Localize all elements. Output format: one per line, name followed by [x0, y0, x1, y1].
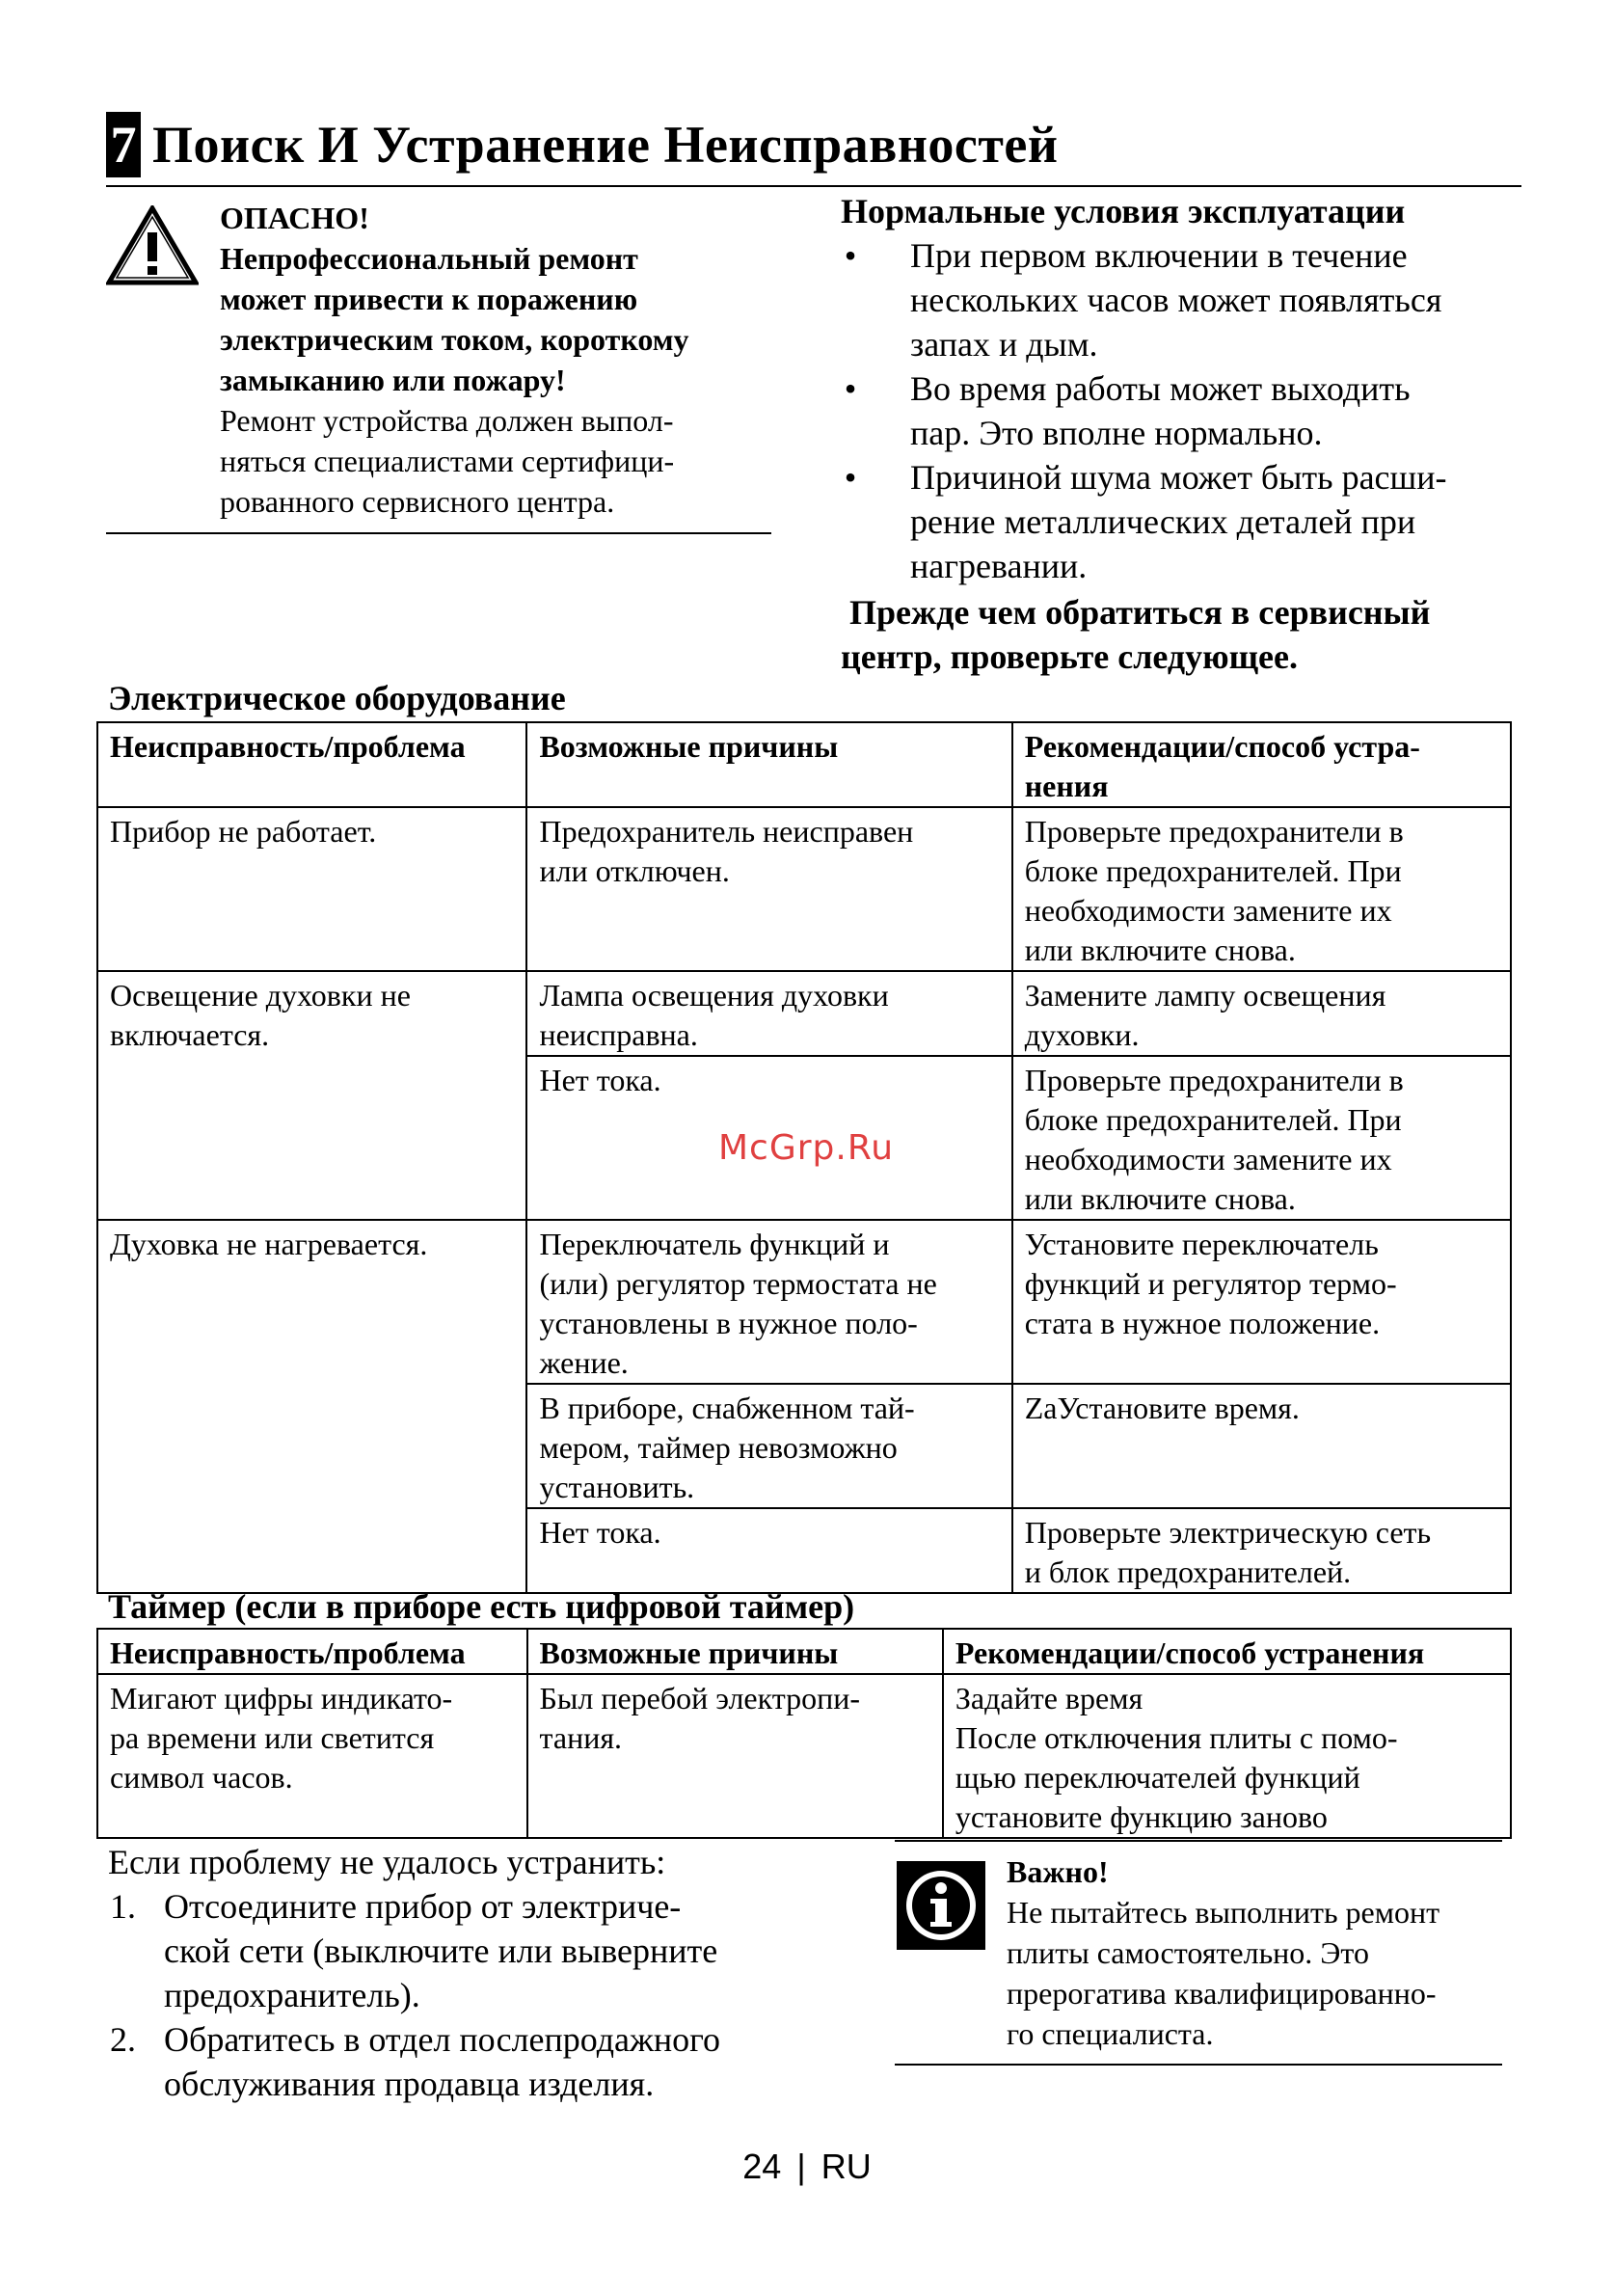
list-line: Обратитесь в отдел послепродажного	[164, 2020, 721, 2059]
danger-line: электрическим током, короткому	[220, 322, 689, 357]
cell-line: Замените лампу освещения	[1024, 978, 1386, 1013]
unresolved-steps	[108, 1884, 821, 2106]
cell-line: включается.	[110, 1017, 270, 1052]
problem-cell: Духовка не нагревается.	[97, 1220, 526, 1593]
bullet: •	[844, 236, 857, 275]
unresolved-intro: Если проблему не удалось устранить:	[108, 1843, 666, 1881]
normal-conditions	[841, 189, 1535, 679]
table-row	[97, 807, 1511, 971]
list-line: запах и дым.	[910, 325, 1098, 364]
column-header: Возможные причины	[526, 722, 1011, 807]
fix-cell	[943, 1674, 1511, 1838]
timer-table	[96, 1628, 1512, 1839]
danger-line: может привести к поражению	[220, 282, 638, 316]
fix-cell	[1012, 807, 1511, 971]
column-header: Рекомендации/способ устранения	[943, 1629, 1511, 1674]
cell-line: Проверьте предохранители в	[1024, 814, 1404, 849]
list-item	[108, 2017, 821, 2106]
language-code: RU	[820, 2147, 872, 2186]
watermark: McGrp.Ru	[718, 1128, 895, 1168]
cell-line: стата в нужное положение.	[1024, 1306, 1381, 1340]
important-line: плиты самостоятельно. Это	[1007, 1935, 1369, 1970]
cell-line: щью переключателей функций	[955, 1760, 1360, 1795]
cause-cell	[526, 1384, 1011, 1508]
cell-line: Проверьте электрическую сеть	[1024, 1515, 1432, 1550]
list-item	[841, 455, 1535, 588]
table-row	[97, 1674, 1511, 1838]
list-line: При первом включении в течение	[910, 236, 1408, 275]
fix-cell	[1012, 1508, 1511, 1593]
cell-line: Проверьте предохранители в	[1024, 1063, 1404, 1097]
cell-line: В приборе, снабженном тай-	[539, 1391, 915, 1425]
cell-line: или включите снова.	[1024, 1181, 1296, 1216]
bullet: •	[844, 369, 857, 408]
list-line: Отсоедините прибор от электриче-	[164, 1887, 682, 1926]
cell-line: ра времени или светится	[110, 1720, 435, 1755]
info-icon	[897, 1861, 985, 1950]
fix-cell	[1012, 971, 1511, 1056]
cell-line: или отключен.	[539, 853, 730, 888]
cell-line: Установите переключатель	[1024, 1227, 1379, 1261]
problem-cell	[97, 1674, 527, 1838]
cell-line: мером, таймер невозможно	[539, 1430, 898, 1465]
electrical-section-title: Электрическое оборудование	[108, 679, 566, 717]
title-divider	[106, 185, 1521, 187]
list-line: предохранитель).	[164, 1976, 420, 2014]
danger-text	[220, 198, 769, 522]
cell-line: блоке предохранителей. При	[1024, 853, 1402, 888]
cell-line: Был перебой электропи-	[539, 1681, 861, 1715]
column-header: Возможные причины	[527, 1629, 943, 1674]
cell-line: духовки.	[1024, 1017, 1140, 1052]
cell-line: необходимости замените их	[1024, 893, 1392, 928]
cell-line: Освещение духовки не	[110, 978, 411, 1013]
cause-cell: Нет тока.	[526, 1508, 1011, 1593]
list-line: Во время работы может выходить	[910, 369, 1411, 408]
important-notice	[1007, 1851, 1518, 2054]
cell-line: После отключения плиты с помо-	[955, 1720, 1398, 1755]
timer-section-title: Таймер (если в приборе есть цифровой таймер)	[108, 1587, 855, 1626]
list-line: обслуживания продавца изделия.	[164, 2065, 655, 2103]
list-line: рение металлических деталей при	[910, 502, 1416, 541]
list-line: нескольких часов может появляться	[910, 281, 1442, 319]
important-line: го специалиста.	[1007, 2016, 1214, 2051]
unresolved-instructions	[108, 1840, 821, 2106]
header-line: Рекомендации/способ устра-	[1024, 729, 1420, 764]
page-number: 24	[742, 2147, 782, 2186]
normal-list	[841, 233, 1535, 588]
note-line: Прежде чем обратиться в сервисный	[841, 593, 1431, 632]
cause-cell	[526, 807, 1011, 971]
list-line: ской сети (выключите или выверните	[164, 1931, 718, 1970]
cause-cell	[527, 1674, 943, 1838]
footer-separator: |	[796, 2147, 806, 2186]
page-footer	[0, 2147, 1614, 2187]
danger-heading: ОПАСНО!	[220, 201, 369, 235]
cell-line: Переключатель функций и	[539, 1227, 890, 1261]
cell-line: необходимости замените их	[1024, 1142, 1392, 1176]
step-number: 2.	[110, 2020, 136, 2059]
chapter-number: 7	[106, 112, 141, 177]
cell-line: Мигают цифры индикато-	[110, 1681, 453, 1715]
step-number: 1.	[110, 1887, 136, 1926]
cell-line: тания.	[539, 1720, 623, 1755]
cell-line: жение.	[539, 1345, 629, 1380]
list-line: пар. Это вполне нормально.	[910, 414, 1323, 452]
before-service-note	[841, 590, 1535, 679]
fix-cell	[1012, 1220, 1511, 1384]
cause-cell: Нет тока.	[526, 1056, 1011, 1220]
cell-line: Лампа освещения духовки	[539, 978, 889, 1013]
important-heading: Важно!	[1007, 1854, 1109, 1889]
column-header: Неисправность/проблема	[97, 722, 526, 807]
cell-line: Предохранитель неисправен	[539, 814, 914, 849]
danger-line: няться специалистами сертифици-	[220, 444, 675, 478]
cell-line: функций и регулятор термо-	[1024, 1266, 1397, 1301]
page-title: Поиск И Устранение Неисправностей	[152, 116, 1059, 174]
normal-heading: Нормальные условия эксплуатации	[841, 192, 1406, 230]
cause-cell	[526, 1220, 1011, 1384]
table-row	[97, 1220, 1511, 1384]
list-item	[841, 233, 1535, 366]
problem-cell: Прибор не работает.	[97, 807, 526, 971]
warning-triangle-icon	[106, 205, 199, 286]
list-line: Причиной шума может быть расши-	[910, 458, 1447, 497]
cell-line: установить.	[539, 1470, 695, 1504]
danger-line: Непрофессиональный ремонт	[220, 241, 638, 276]
important-divider-top	[895, 1840, 1502, 1842]
danger-line: рованного сервисного центра.	[220, 484, 615, 519]
fix-cell	[1012, 1056, 1511, 1220]
column-header	[1012, 722, 1511, 807]
important-line: Не пытайтесь выполнить ремонт	[1007, 1895, 1440, 1930]
fix-cell: ZaУстановите время.	[1012, 1384, 1511, 1508]
cell-line: установлены в нужное поло-	[539, 1306, 918, 1340]
cell-line: Задайте время	[955, 1681, 1143, 1715]
problem-cell	[97, 971, 526, 1220]
cause-cell	[526, 971, 1011, 1056]
table-header-row	[97, 1629, 1511, 1674]
list-line: нагревании.	[910, 547, 1088, 585]
table-row	[97, 971, 1511, 1056]
list-item	[841, 366, 1535, 455]
cell-line: и блок предохранителей.	[1024, 1554, 1352, 1589]
table-header-row	[97, 722, 1511, 807]
cell-line: блоке предохранителей. При	[1024, 1102, 1402, 1137]
cell-line: или включите снова.	[1024, 932, 1296, 967]
page-header	[106, 106, 1059, 183]
cell-line: (или) регулятор термостата не	[539, 1266, 937, 1301]
important-divider-bottom	[895, 2064, 1502, 2066]
important-line: прерогатива квалифицированно-	[1007, 1976, 1437, 2011]
note-line: центр, проверьте следующее.	[841, 637, 1298, 676]
header-line: нения	[1024, 769, 1109, 803]
cell-line: символ часов.	[110, 1760, 293, 1795]
list-item	[108, 1884, 821, 2017]
cell-line: установите функцию заново	[955, 1799, 1328, 1834]
bullet: •	[844, 458, 857, 497]
column-header: Неисправность/проблема	[97, 1629, 527, 1674]
danger-line: замыканию или пожару!	[220, 363, 566, 397]
danger-divider	[106, 532, 771, 534]
cell-line: неисправна.	[539, 1017, 698, 1052]
danger-line: Ремонт устройства должен выпол-	[220, 403, 674, 438]
